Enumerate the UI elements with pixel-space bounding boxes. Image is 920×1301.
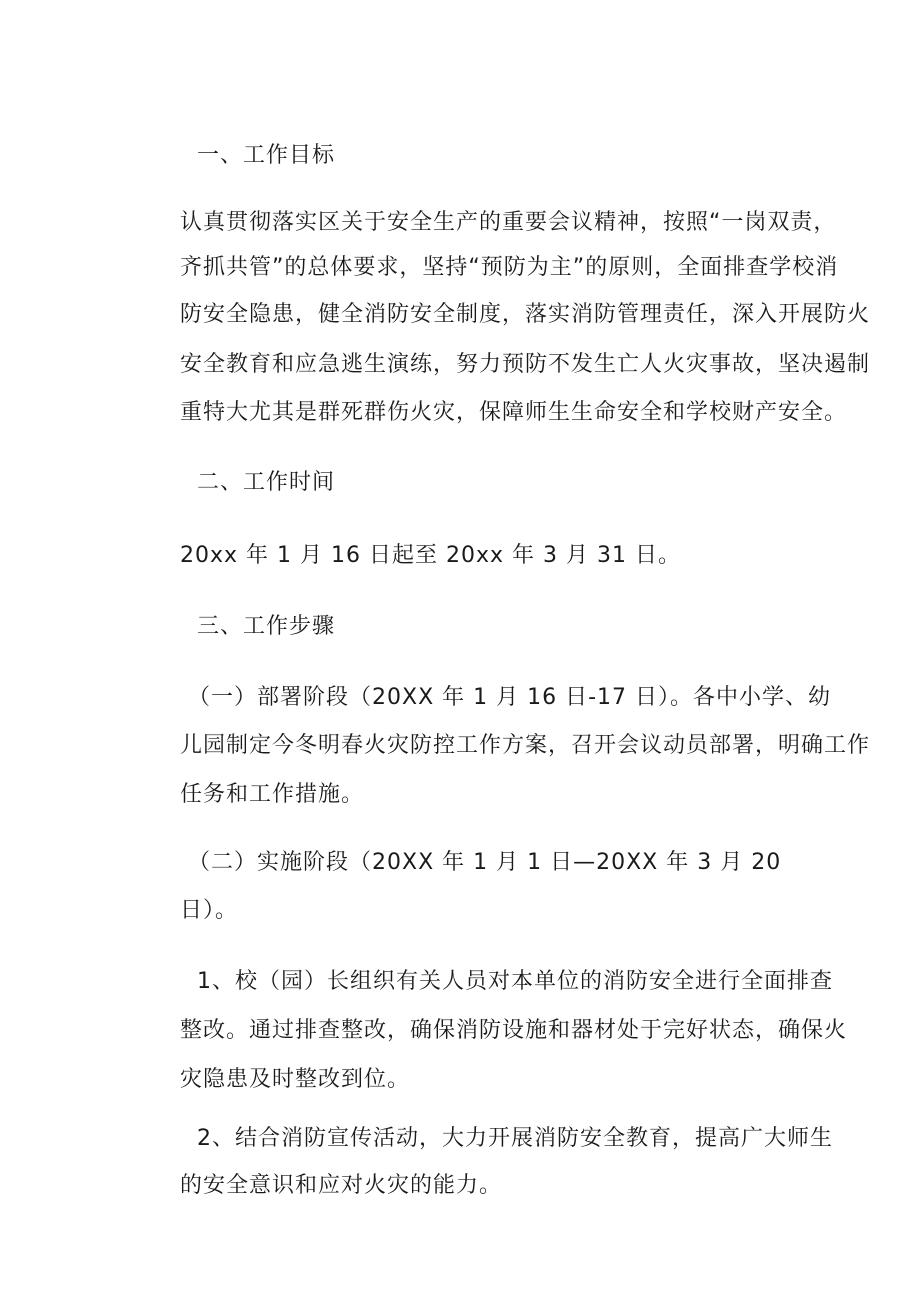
section-heading-time: 二、工作时间 — [197, 470, 336, 495]
item1-line-1: 1、校（园）长组织有关人员对本单位的消防安全进行全面排查 — [197, 969, 833, 994]
time-paragraph: 20xx 年 1 月 16 日起至 20xx 年 3 月 31 日。 — [180, 543, 681, 568]
goals-paragraph-line-4: 安全教育和应急逃生演练，努力预防不发生亡人火灾事故，坚决遏制 — [180, 352, 871, 377]
item1-line-3: 灾隐患及时整改到位。 — [180, 1067, 411, 1092]
phase1-line-3: 任务和工作措施。 — [180, 782, 365, 807]
goals-paragraph-line-2: 齐抓共管”的总体要求，坚持“预防为主”的原则，全面排查学校消 — [180, 255, 839, 280]
item2-line-1: 2、结合消防宣传活动，大力开展消防安全教育，提高广大师生 — [197, 1126, 833, 1151]
goals-paragraph-line-5: 重特大尤其是群死群伤火灾，保障师生生命安全和学校财产安全。 — [180, 400, 848, 425]
phase2-line-1: （二）实施阶段（20XX 年 1 月 1 日—20XX 年 3 月 20 — [188, 850, 782, 875]
goals-paragraph-line-3: 防安全隐患，健全消防安全制度，落实消防管理责任，深入开展防火 — [180, 302, 871, 327]
section-heading-steps: 三、工作步骤 — [197, 614, 336, 639]
phase1-line-2: 儿园制定今冬明春火灾防控工作方案，召开会议动员部署，明确工作 — [180, 733, 871, 758]
goals-paragraph-line-1: 认真贯彻落实区关于安全生产的重要会议精神，按照“一岗双责， — [180, 210, 837, 235]
item1-line-2: 整改。通过排查整改，确保消防设施和器材处于完好状态，确保火 — [180, 1018, 848, 1043]
item2-line-2: 的安全意识和应对火灾的能力。 — [180, 1173, 503, 1198]
phase2-line-2: 日）。 — [180, 898, 239, 923]
section-heading-goals: 一、工作目标 — [197, 143, 336, 168]
phase1-line-1: （一）部署阶段（20XX 年 1 月 16 日-17 日）。各中小学、幼 — [188, 685, 832, 710]
